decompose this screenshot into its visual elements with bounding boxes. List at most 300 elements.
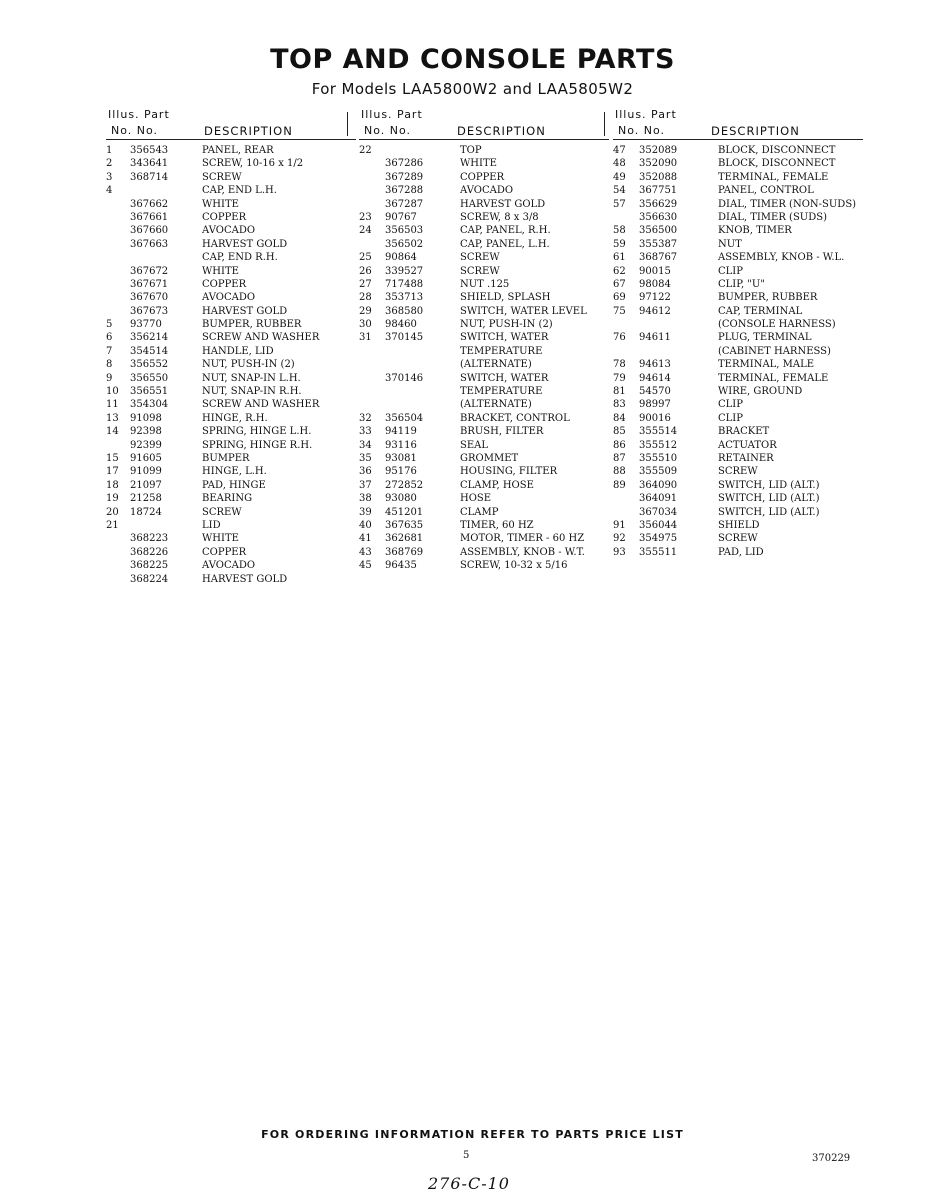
description-cell: TEMPERATURE (460, 345, 543, 357)
description-cell: CAP, PANEL, R.H. (460, 225, 551, 237)
part-no-cell: 353713 (385, 292, 424, 304)
table-row (359, 439, 609, 452)
parts-column-1 (106, 106, 356, 586)
header-illus-part: Illus. Part (108, 108, 170, 121)
description-cell: CLIP (718, 265, 743, 277)
illus-no-cell: 15 (106, 452, 119, 464)
part-no-cell: 368767 (639, 252, 678, 264)
description-cell: ACTUATOR (718, 439, 777, 451)
part-no-cell: 94613 (639, 359, 671, 371)
illus-no-cell: 2 (106, 158, 113, 170)
page-subtitle: For Models LAA5800W2 and LAA5805W2 (311, 80, 634, 98)
illus-no-cell: 45 (359, 560, 372, 572)
part-no-cell: 367289 (385, 171, 424, 183)
part-no-cell: 355511 (639, 546, 678, 558)
description-cell: COPPER (202, 278, 247, 290)
part-no-cell: 356044 (639, 519, 678, 531)
illus-no-cell: 1 (106, 145, 113, 156)
description-cell: TEMPERATURE (460, 386, 543, 398)
table-row (613, 278, 863, 291)
illus-no-cell: 47 (613, 145, 626, 156)
table-row (613, 492, 863, 505)
table-row (613, 412, 863, 425)
illus-no-cell: 89 (613, 479, 626, 491)
table-row (613, 546, 863, 559)
description-cell: MOTOR, TIMER - 60 HZ (460, 533, 585, 545)
table-row (359, 224, 609, 237)
part-no-cell: 364091 (639, 493, 678, 505)
table-row (613, 479, 863, 492)
part-no-cell: 370146 (385, 372, 424, 384)
table-row (359, 278, 609, 291)
illus-no-cell: 93 (613, 546, 626, 558)
description-cell: PAD, HINGE (202, 479, 266, 491)
description-cell: TERMINAL, MALE (718, 359, 815, 371)
illus-no-cell: 10 (106, 386, 119, 398)
table-row (106, 265, 356, 278)
part-no-cell: 21258 (130, 493, 162, 505)
part-no-cell: 355387 (639, 238, 678, 250)
part-no-cell: 93081 (385, 452, 417, 464)
illus-no-cell: 25 (359, 252, 372, 264)
table-row (359, 291, 609, 304)
description-cell: CLAMP, HOSE (460, 479, 534, 491)
part-no-cell: 356504 (385, 412, 424, 424)
description-cell: TERMINAL, FEMALE (718, 171, 829, 183)
table-row (359, 238, 609, 251)
table-row (359, 171, 609, 184)
header-rule (613, 139, 863, 140)
description-cell: BEARING (202, 493, 253, 505)
description-cell: BUMPER, RUBBER (202, 319, 302, 331)
illus-no-cell: 58 (613, 225, 626, 237)
parts-list (613, 140, 863, 559)
part-no-cell: 356214 (130, 332, 169, 344)
description-cell: (CABINET HARNESS) (718, 345, 831, 357)
description-cell: WHITE (460, 158, 497, 170)
description-cell: HOUSING, FILTER (460, 466, 558, 478)
table-row (359, 318, 609, 331)
table-row (359, 198, 609, 211)
description-cell: SPRING, HINGE L.H. (202, 426, 312, 438)
description-cell: BRACKET (718, 426, 770, 438)
table-row (359, 559, 609, 572)
description-cell: SWITCH, LID (ALT.) (718, 506, 820, 518)
illus-no-cell: 86 (613, 439, 626, 451)
part-no-cell: 362681 (385, 533, 424, 545)
part-no-cell: 94614 (639, 372, 671, 384)
illus-no-cell: 7 (106, 345, 113, 357)
description-cell: SHIELD (718, 519, 760, 531)
table-row (106, 224, 356, 237)
part-no-cell: 91099 (130, 466, 162, 478)
description-cell: CLAMP (460, 506, 499, 518)
table-row (613, 144, 863, 157)
part-no-cell: 368224 (130, 573, 169, 585)
table-row (613, 157, 863, 170)
part-no-cell: 356550 (130, 372, 169, 384)
table-row (359, 144, 609, 157)
part-no-cell: 364090 (639, 479, 678, 491)
part-no-cell: 356630 (639, 211, 678, 223)
part-no-cell: 92399 (130, 439, 162, 451)
description-cell: SCREW (202, 506, 242, 518)
description-cell: SCREW AND WASHER (202, 332, 320, 344)
description-cell: NUT, SNAP-IN L.H. (202, 372, 301, 384)
description-cell: SCREW (718, 466, 758, 478)
illus-no-cell: 32 (359, 412, 372, 424)
illus-no-cell: 30 (359, 319, 372, 331)
description-cell: SCREW AND WASHER (202, 399, 320, 411)
part-no-cell: 367673 (130, 305, 169, 317)
description-cell: SCREW (202, 171, 242, 183)
table-row (106, 144, 356, 157)
description-cell: NUT, SNAP-IN R.H. (202, 386, 302, 398)
description-cell: NUT, PUSH-IN (2) (460, 319, 553, 331)
handwritten-note: 276-C-10 (428, 1174, 510, 1193)
description-cell: NUT, PUSH-IN (2) (202, 359, 295, 371)
table-row (359, 452, 609, 465)
illus-no-cell: 9 (106, 372, 113, 384)
part-no-cell: 451201 (385, 506, 424, 518)
table-row (613, 532, 863, 545)
part-no-cell: 272852 (385, 479, 424, 491)
table-row (613, 465, 863, 478)
table-row (106, 184, 356, 197)
part-no-cell: 339527 (385, 265, 424, 277)
header-description: DESCRIPTION (457, 124, 546, 138)
page-number: 5 (463, 1150, 470, 1161)
part-no-cell: 354514 (130, 345, 169, 357)
illus-no-cell: 20 (106, 506, 119, 518)
part-no-cell: 367288 (385, 185, 424, 197)
table-row (106, 439, 356, 452)
table-row (359, 265, 609, 278)
description-cell: SCREW (718, 533, 758, 545)
part-no-cell: 367670 (130, 292, 169, 304)
part-no-cell: 368225 (130, 560, 169, 572)
part-no-cell: 352089 (639, 145, 678, 156)
illus-no-cell: 48 (613, 158, 626, 170)
description-cell: HARVEST GOLD (202, 305, 288, 317)
table-row (106, 465, 356, 478)
description-cell: NUT .125 (460, 278, 510, 290)
column-header (359, 106, 609, 140)
illus-no-cell: 22 (359, 145, 372, 156)
illus-no-cell: 33 (359, 426, 372, 438)
part-no-cell: 356503 (385, 225, 424, 237)
table-row (106, 412, 356, 425)
part-no-cell: 90015 (639, 265, 671, 277)
description-cell: (ALTERNATE) (460, 399, 532, 411)
description-cell: LID (202, 519, 221, 531)
illus-no-cell: 69 (613, 292, 626, 304)
part-no-cell: 18724 (130, 506, 162, 518)
illus-no-cell: 59 (613, 238, 626, 250)
illus-no-cell: 29 (359, 305, 372, 317)
illus-no-cell: 14 (106, 426, 119, 438)
description-cell: PLUG, TERMINAL (718, 332, 812, 344)
illus-no-cell: 43 (359, 546, 372, 558)
description-cell: CAP, END R.H. (202, 252, 278, 264)
part-no-cell: 98084 (639, 278, 671, 290)
description-cell: (ALTERNATE) (460, 359, 532, 371)
illus-no-cell: 6 (106, 332, 113, 344)
description-cell: COPPER (202, 211, 247, 223)
part-no-cell: 94611 (639, 332, 671, 344)
header-no-no: No. No. (364, 124, 412, 137)
description-cell: GROMMET (460, 452, 519, 464)
illus-no-cell: 92 (613, 533, 626, 545)
part-no-cell: 92398 (130, 426, 162, 438)
table-row (613, 291, 863, 304)
table-row (613, 358, 863, 371)
part-no-cell: 367671 (130, 278, 169, 290)
part-no-cell: 367034 (639, 506, 678, 518)
table-row (613, 372, 863, 385)
description-cell: TOP (460, 145, 482, 156)
illus-no-cell: 81 (613, 386, 626, 398)
illus-no-cell: 28 (359, 292, 372, 304)
table-row (106, 198, 356, 211)
description-cell: HOSE (460, 493, 492, 505)
description-cell: TERMINAL, FEMALE (718, 372, 829, 384)
illus-no-cell: 34 (359, 439, 372, 451)
description-cell: BLOCK, DISCONNECT (718, 145, 836, 156)
part-no-cell: 93770 (130, 319, 162, 331)
illus-no-cell: 31 (359, 332, 372, 344)
table-row (613, 506, 863, 519)
table-row (613, 171, 863, 184)
description-cell: SHIELD, SPLASH (460, 292, 551, 304)
table-row (106, 492, 356, 505)
illus-no-cell: 62 (613, 265, 626, 277)
part-no-cell: 368769 (385, 546, 424, 558)
part-no-cell: 355510 (639, 452, 678, 464)
table-row (106, 171, 356, 184)
table-row (106, 278, 356, 291)
illus-no-cell: 88 (613, 466, 626, 478)
part-no-cell: 54570 (639, 386, 671, 398)
part-no-cell: 355509 (639, 466, 678, 478)
part-no-cell: 370145 (385, 332, 424, 344)
header-description: DESCRIPTION (204, 124, 293, 138)
table-row (359, 412, 609, 425)
description-cell: BRACKET, CONTROL (460, 412, 570, 424)
part-no-cell: 93080 (385, 493, 417, 505)
description-cell: PANEL, REAR (202, 145, 274, 156)
part-no-cell: 91098 (130, 412, 162, 424)
part-no-cell: 93116 (385, 439, 417, 451)
table-row (359, 251, 609, 264)
illus-no-cell: 75 (613, 305, 626, 317)
table-row (613, 425, 863, 438)
part-no-cell: 356552 (130, 359, 169, 371)
illus-no-cell: 54 (613, 185, 626, 197)
part-no-cell: 356502 (385, 238, 424, 250)
ordering-note: FOR ORDERING INFORMATION REFER TO PARTS PRICE LIST (261, 1128, 684, 1141)
part-no-cell: 367661 (130, 211, 169, 223)
illus-no-cell: 8 (106, 359, 113, 371)
table-row (106, 385, 356, 398)
table-row (359, 305, 609, 318)
table-row (613, 265, 863, 278)
description-cell: DIAL, TIMER (NON-SUDS) (718, 198, 857, 210)
header-no-no: No. No. (618, 124, 666, 137)
part-no-cell: 367286 (385, 158, 424, 170)
table-row (106, 425, 356, 438)
description-cell: SWITCH, WATER (460, 332, 549, 344)
table-row (613, 238, 863, 251)
table-row (359, 358, 609, 371)
part-no-cell: 354975 (639, 533, 678, 545)
table-row (106, 251, 356, 264)
table-row (613, 345, 863, 358)
illus-no-cell: 76 (613, 332, 626, 344)
description-cell: COPPER (460, 171, 505, 183)
part-no-cell: 98997 (639, 399, 671, 411)
description-cell: CLIP (718, 412, 743, 424)
table-row (106, 559, 356, 572)
part-no-cell: 717488 (385, 278, 424, 290)
part-no-cell: 368223 (130, 533, 169, 545)
part-no-cell: 97122 (639, 292, 671, 304)
description-cell: HINGE, L.H. (202, 466, 267, 478)
table-row (359, 479, 609, 492)
description-cell: SCREW (460, 265, 500, 277)
table-row (613, 224, 863, 237)
table-row (359, 425, 609, 438)
illus-no-cell: 27 (359, 278, 372, 290)
part-no-cell: 355512 (639, 439, 678, 451)
table-row (106, 372, 356, 385)
part-no-cell: 356543 (130, 145, 169, 156)
table-row (613, 439, 863, 452)
part-no-cell: 368714 (130, 171, 169, 183)
description-cell: HINGE, R.H. (202, 412, 268, 424)
table-row (359, 385, 609, 398)
table-row (106, 331, 356, 344)
part-no-cell: 368580 (385, 305, 424, 317)
part-no-cell: 356551 (130, 386, 169, 398)
description-cell: KNOB, TIMER (718, 225, 792, 237)
page-title: TOP AND CONSOLE PARTS (270, 44, 675, 75)
table-row (359, 546, 609, 559)
description-cell: CAP, TERMINAL (718, 305, 803, 317)
table-row (613, 452, 863, 465)
table-row (106, 305, 356, 318)
illus-no-cell: 41 (359, 533, 372, 545)
table-row (106, 211, 356, 224)
table-row (106, 546, 356, 559)
description-cell: SCREW, 8 x 3/8 (460, 211, 539, 223)
table-row (613, 251, 863, 264)
table-row (106, 358, 356, 371)
description-cell: BRUSH, FILTER (460, 426, 544, 438)
part-no-cell: 367672 (130, 265, 169, 277)
description-cell: SCREW (460, 252, 500, 264)
part-no-cell: 95176 (385, 466, 417, 478)
table-row (613, 331, 863, 344)
table-row (359, 184, 609, 197)
description-cell: NUT (718, 238, 742, 250)
table-row (613, 305, 863, 318)
illus-no-cell: 37 (359, 479, 372, 491)
description-cell: SWITCH, WATER LEVEL (460, 305, 587, 317)
illus-no-cell: 83 (613, 399, 626, 411)
illus-no-cell: 61 (613, 252, 626, 264)
description-cell: CAP, END L.H. (202, 185, 277, 197)
description-cell: DIAL, TIMER (SUDS) (718, 211, 828, 223)
parts-list (106, 140, 356, 586)
illus-no-cell: 49 (613, 171, 626, 183)
parts-list (359, 140, 609, 573)
description-cell: WHITE (202, 198, 239, 210)
part-no-cell: 91605 (130, 452, 162, 464)
part-no-cell: 94119 (385, 426, 417, 438)
table-row (106, 506, 356, 519)
table-row (106, 398, 356, 411)
table-row (106, 452, 356, 465)
illus-no-cell: 39 (359, 506, 372, 518)
header-description: DESCRIPTION (711, 124, 800, 138)
table-row (106, 532, 356, 545)
table-row (106, 291, 356, 304)
description-cell: SWITCH, WATER (460, 372, 549, 384)
part-no-cell: 94612 (639, 305, 671, 317)
illus-no-cell: 79 (613, 372, 626, 384)
description-cell: PANEL, CONTROL (718, 185, 814, 197)
illus-no-cell: 3 (106, 171, 113, 183)
header-illus-part: Illus. Part (615, 108, 677, 121)
table-row (359, 211, 609, 224)
table-row (359, 519, 609, 532)
part-no-cell: 352090 (639, 158, 678, 170)
illus-no-cell: 19 (106, 493, 119, 505)
part-no-cell: 367662 (130, 198, 169, 210)
description-cell: AVOCADO (202, 560, 256, 572)
part-no-cell: 355514 (639, 426, 678, 438)
description-cell: AVOCADO (460, 185, 514, 197)
part-no-cell: 90016 (639, 412, 671, 424)
illus-no-cell: 40 (359, 519, 372, 531)
parts-column-3 (613, 106, 863, 559)
table-row (613, 519, 863, 532)
description-cell: SPRING, HINGE R.H. (202, 439, 313, 451)
description-cell: COPPER (202, 546, 247, 558)
table-row (106, 519, 356, 532)
table-row (613, 211, 863, 224)
illus-no-cell: 57 (613, 198, 626, 210)
illus-no-cell: 11 (106, 399, 119, 411)
part-no-cell: 356500 (639, 225, 678, 237)
table-row (106, 157, 356, 170)
part-no-cell: 367663 (130, 238, 169, 250)
illus-no-cell: 91 (613, 519, 626, 531)
table-row (106, 573, 356, 586)
illus-no-cell: 26 (359, 265, 372, 277)
description-cell: RETAINER (718, 452, 774, 464)
description-cell: BUMPER (202, 452, 250, 464)
description-cell: HARVEST GOLD (202, 573, 288, 585)
illus-no-cell: 13 (106, 412, 119, 424)
description-cell: SCREW, 10-32 x 5/16 (460, 560, 568, 572)
description-cell: SEAL (460, 439, 489, 451)
table-row (613, 184, 863, 197)
illus-no-cell: 38 (359, 493, 372, 505)
table-row (359, 398, 609, 411)
header-rule (359, 139, 609, 140)
